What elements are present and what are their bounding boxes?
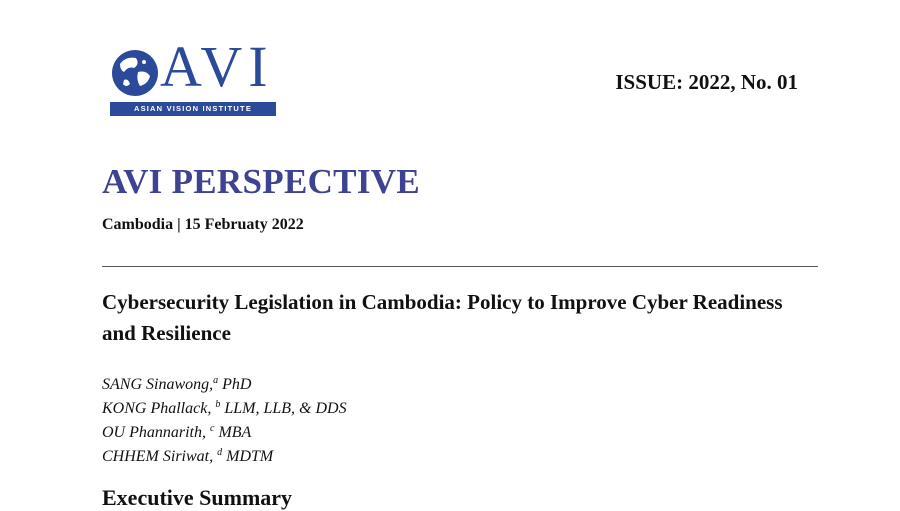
- avi-logo: [110, 34, 278, 120]
- issue-number: ISSUE: 2022, No. 01: [615, 70, 798, 94]
- author-list: [102, 369, 347, 465]
- author-credential: PhD: [222, 376, 252, 393]
- author-line: [102, 441, 347, 465]
- author-mark: d: [217, 447, 223, 458]
- author-name: OU Phannarith,: [102, 424, 206, 441]
- author-name: SANG Sinawong,: [102, 376, 214, 393]
- author-mark: a: [213, 375, 219, 386]
- author-name: KONG Phallack,: [102, 400, 212, 417]
- author-mark: b: [215, 399, 221, 410]
- article-title: Cybersecurity Legislation in Cambodia: Policy to Improve Cyber Readiness and Resilience: [102, 290, 783, 345]
- publication-title: AVI PERSPECTIVE: [102, 162, 420, 201]
- author-line: [102, 369, 347, 393]
- logo-subtitle: ASIAN VISION INSTITUTE: [110, 102, 276, 116]
- author-credential: MDTM: [226, 448, 274, 465]
- author-credential: LLM, LLB, & DDS: [224, 400, 347, 417]
- author-credential: MBA: [218, 424, 252, 441]
- author-mark: c: [210, 423, 215, 434]
- section-heading: Executive Summary: [102, 485, 293, 510]
- author-line: [102, 417, 347, 441]
- divider: [102, 266, 818, 267]
- logo-wordmark: AVI: [160, 34, 274, 99]
- author-line: [102, 393, 347, 417]
- globe-icon: [110, 46, 160, 100]
- author-name: CHHEM Siriwat,: [102, 448, 214, 465]
- dateline: Cambodia | 15 Februaty 2022: [102, 216, 304, 233]
